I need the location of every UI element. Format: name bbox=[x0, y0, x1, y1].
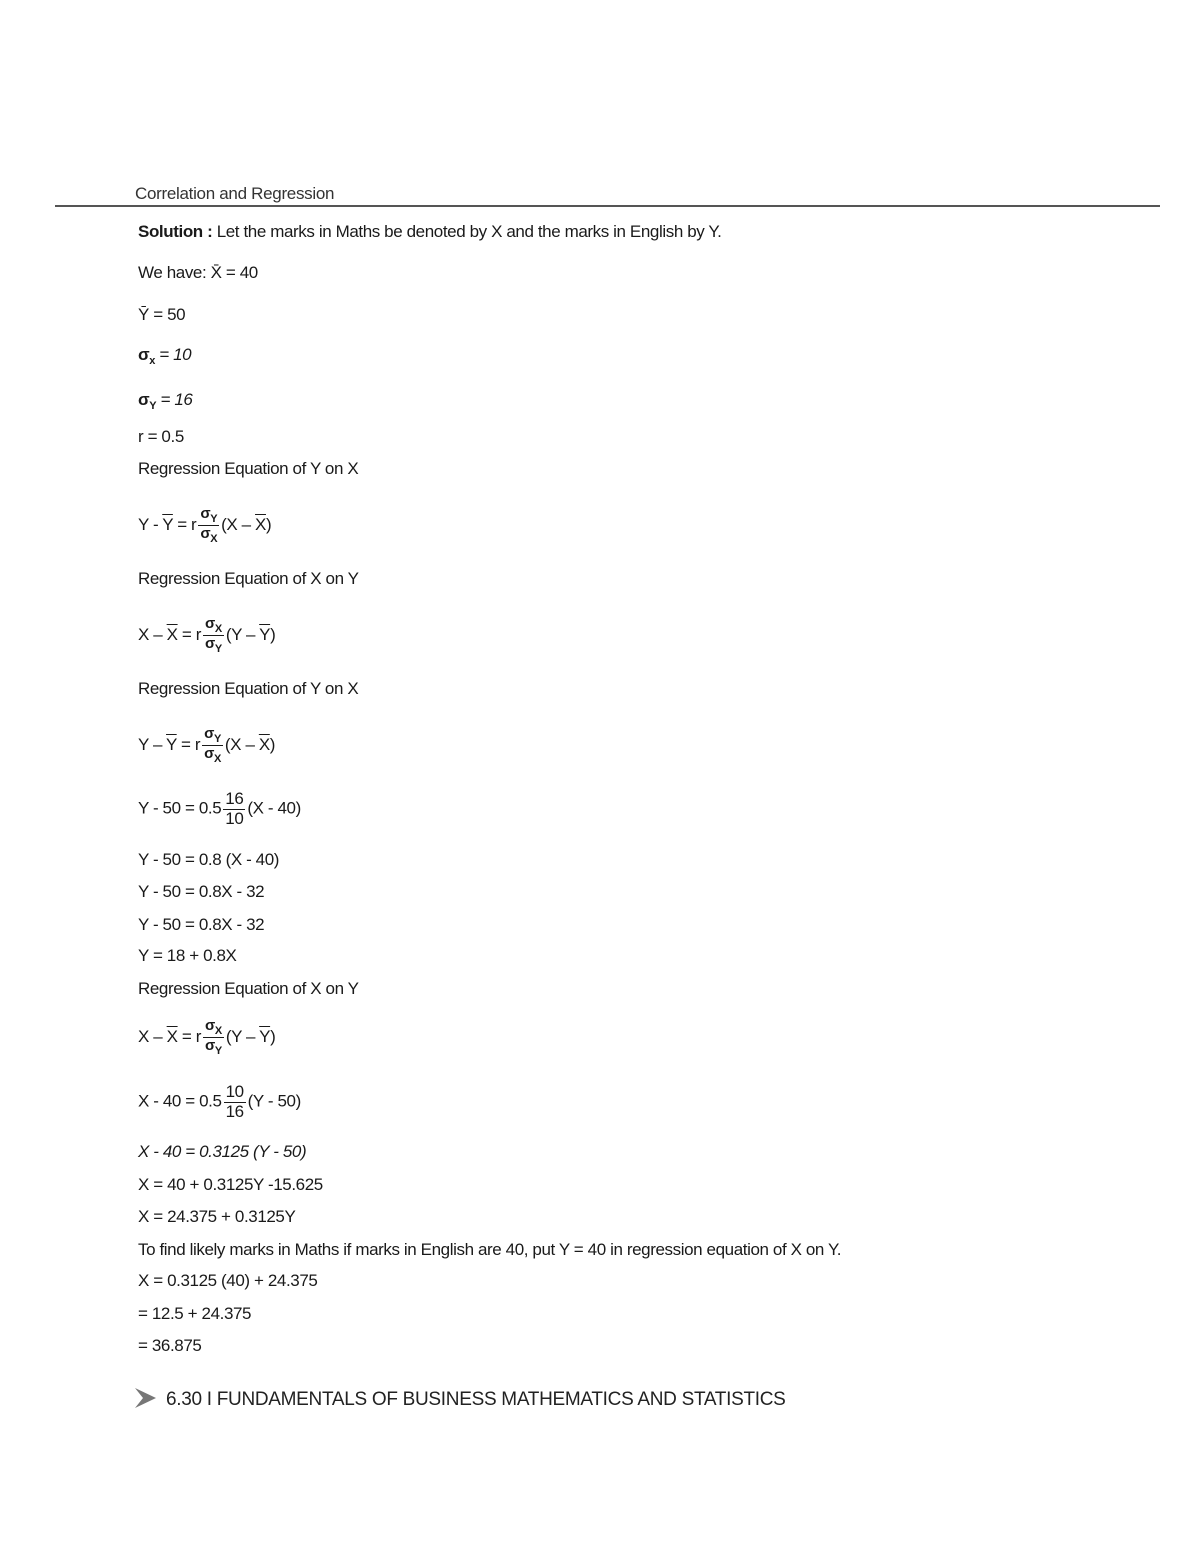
formula-x-on-y-1: $X - \overline{X} = r$ $\frac{\sigma_X}{\sigma_Y}$ $(Y - \overline{Y})$ bbox=[138, 615, 276, 656]
solution-intro bbox=[138, 223, 721, 240]
heading-x-on-y-2: Regression Equation of X on Y bbox=[138, 979, 359, 998]
likely-line-2: = 12.5 + 24.375 bbox=[138, 1304, 252, 1323]
heading-x-on-y-1: Regression Equation of X on Y bbox=[138, 569, 359, 588]
formula-y-on-x-2: $Y - \overline{Y} = r$ $\frac{\sigma_Y}{\sigma_X}$ $(X - \overline{X})$ bbox=[138, 725, 276, 766]
step-x-1: X - 40 = 0.3125 (Y - 50) bbox=[138, 1142, 307, 1161]
step-x-3: X = 24.375 + 0.3125Y bbox=[138, 1207, 296, 1226]
formula-y-on-x-1: $Y - \overline{Y} = r$ $\frac{\sigma_Y}{\sigma_X}$ $(X - \overline{X})$ bbox=[138, 505, 272, 546]
step-x-2: X = 40 + 0.3125Y -15.625 bbox=[138, 1175, 323, 1194]
given-r: r = 0.5 bbox=[138, 427, 184, 446]
given-xbar bbox=[138, 264, 258, 281]
sigma-x-value: = 10 bbox=[159, 345, 192, 364]
footer-text: 6.30 I FUNDAMENTALS OF BUSINESS MATHEMATICS AND STATISTICS bbox=[166, 1389, 786, 1410]
heading-y-on-x-2: Regression Equation of Y on X bbox=[138, 679, 359, 698]
formula-x-on-y-2: $X - \overline{X} = r$ $\frac{\sigma_X}{\sigma_Y}$ $(Y - \overline{Y})$ bbox=[138, 1017, 276, 1058]
heading-y-on-x-1: Regression Equation of Y on X bbox=[138, 459, 359, 478]
likely-line-3: = 36.875 bbox=[138, 1336, 202, 1355]
given-sigma-y: $\sigma_Y = 16$ bbox=[138, 390, 193, 412]
sigma-y-value: = 16 bbox=[160, 390, 193, 409]
substitution-y: Y - 50 = 0.5 $\frac{16}{10}$ (X - 40) bbox=[138, 789, 301, 828]
chevron-right-icon bbox=[132, 1385, 158, 1411]
given-lead: We have: bbox=[138, 263, 207, 282]
header-rule bbox=[55, 205, 1160, 207]
likely-line-1: X = 0.3125 (40) + 24.375 bbox=[138, 1271, 318, 1290]
step-y-2: Y - 50 = 0.8X - 32 bbox=[138, 882, 265, 901]
given-sigma-x: $\sigma_x = 10$ bbox=[138, 345, 192, 367]
given-ybar: Ȳ = 50 bbox=[138, 305, 186, 324]
solution-intro-text: Let the marks in Maths be denoted by X and the marks in English by Y. bbox=[216, 222, 722, 241]
step-y-1: Y - 50 = 0.8 (X - 40) bbox=[138, 850, 280, 869]
step-y-3: Y - 50 = 0.8X - 32 bbox=[138, 915, 265, 934]
xbar-value: X̄ = 40 bbox=[210, 263, 258, 282]
step-y-4: Y = 18 + 0.8X bbox=[138, 946, 237, 965]
page-footer bbox=[132, 1385, 786, 1411]
substitution-x: X - 40 = 0.5 $\frac{10}{16}$ (Y - 50) bbox=[138, 1082, 301, 1121]
likely-marks-text: To find likely marks in Maths if marks in English are 40, put Y = 40 in regression equation of X on Y. bbox=[138, 1240, 842, 1259]
solution-label: Solution : bbox=[138, 222, 213, 241]
running-header: Correlation and Regression bbox=[135, 184, 335, 203]
